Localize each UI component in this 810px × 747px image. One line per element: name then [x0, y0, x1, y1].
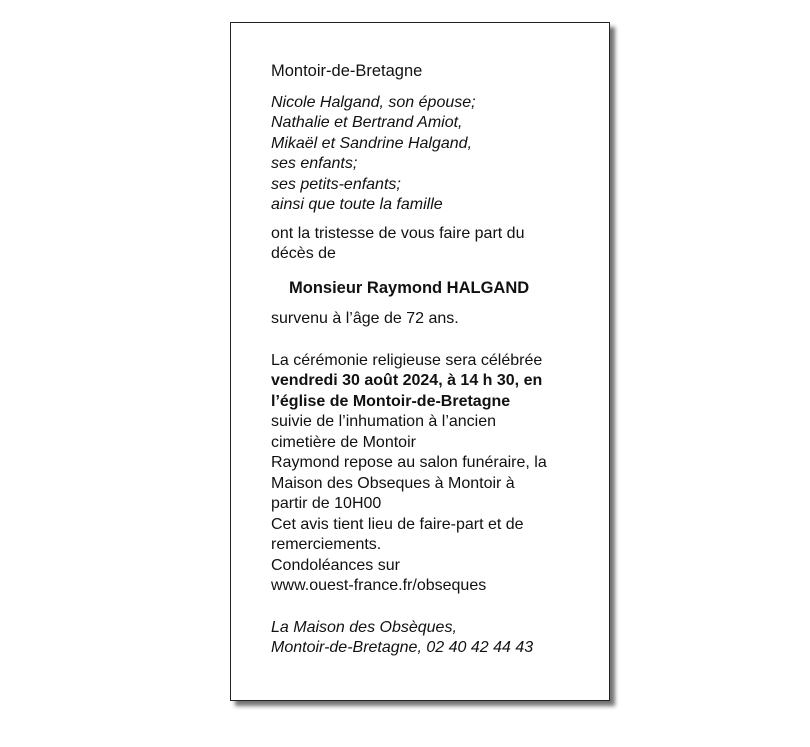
family-line: Nicole Halgand, son épouse;	[271, 93, 476, 111]
funeral-home-line: Montoir-de-Bretagne, 02 40 42 44 43	[271, 639, 534, 656]
details-line: remerciements.	[271, 536, 382, 553]
details-line: cimetière de Montoir	[271, 433, 416, 451]
obituary-notice	[230, 22, 610, 701]
ceremony-location-line: l’église de Montoir-de-Bretagne	[271, 392, 511, 410]
funeral-home	[271, 618, 601, 659]
details-line: suivie de l’inhumation à l’ancien	[271, 413, 497, 430]
funeral-home-line: La Maison des Obsèques,	[271, 618, 457, 636]
family-line: Mikaël et Sandrine Halgand,	[271, 134, 473, 152]
details-line: Raymond repose au salon funéraire, la	[271, 454, 547, 471]
details-line: Cet avis tient lieu de faire-part et de	[271, 515, 524, 533]
ceremony-details	[271, 351, 601, 597]
details-line: partir de 10H00	[271, 495, 382, 512]
details-line: Maison des Obseques à Montoir à	[271, 474, 515, 492]
deceased-name: Monsieur Raymond HALGAND	[289, 278, 530, 297]
ceremony-intro: La cérémonie religieuse sera célébrée	[271, 351, 543, 369]
family-line: Nathalie et Bertrand Amiot,	[271, 114, 463, 131]
notice-content	[271, 61, 601, 659]
family-list	[271, 93, 601, 216]
age-line: survenu à l’âge de 72 ans.	[271, 310, 459, 327]
announcement	[271, 224, 601, 265]
ceremony-date-line: vendredi 30 août 2024, à 14 h 30, en	[271, 372, 543, 389]
family-line: ainsi que toute la famille	[271, 196, 443, 213]
announcement-line: décès de	[271, 245, 336, 262]
family-line: ses petits-enfants;	[271, 175, 401, 193]
notice-place: Montoir-de-Bretagne	[271, 62, 423, 80]
family-line: ses enfants;	[271, 155, 358, 172]
announcement-line: ont la tristesse de vous faire part du	[271, 224, 525, 242]
details-line: Condoléances sur	[271, 556, 400, 574]
condolences-url: www.ouest-france.fr/obseques	[271, 577, 487, 594]
